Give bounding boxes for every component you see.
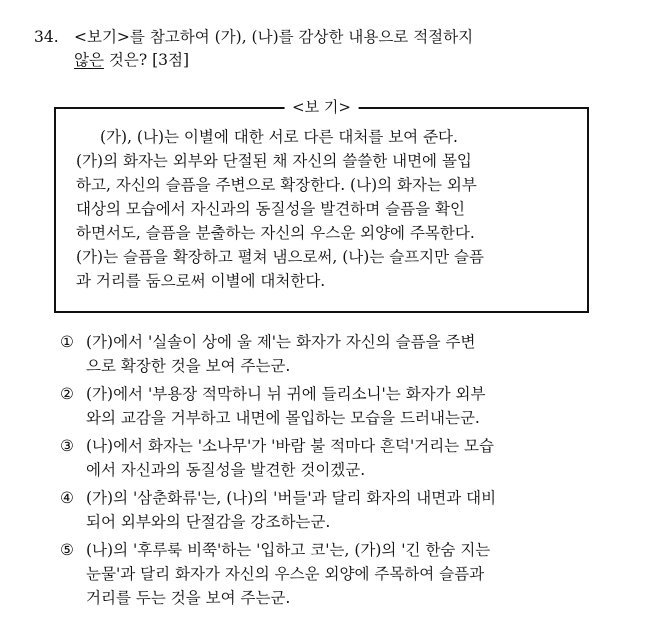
- option-text-line: 와의 교감을 거부하고 내면에 몰입하는 모습을 드러내는군.: [86, 409, 480, 427]
- bogi-text: [76, 125, 576, 293]
- answer-option-3[interactable]: [60, 434, 640, 482]
- option-text-line: 으로 확장한 것을 보여 주는군.: [86, 357, 291, 375]
- bogi-line: 과 거리를 둠으로써 이별에 대처한다.: [76, 272, 326, 290]
- question-text-rest: 것은? [3점]: [103, 51, 189, 69]
- option-text-line: (나)에서 화자는 '소나무'가 '바람 불 적마다 흔덕'거리는 모습: [86, 437, 495, 455]
- bogi-label: <보 기>: [284, 96, 359, 118]
- option-text-line: (가)의 '삼춘화류'는, (나)의 '버들'과 달리 화자의 내면과 대비: [86, 489, 497, 507]
- bogi-line: (가)는 슬픔을 확장하고 펼쳐 냄으로써, (나)는 슬프지만 슬픔: [76, 248, 484, 266]
- answer-option-5[interactable]: [60, 538, 640, 610]
- bogi-line: (가)의 화자는 외부와 단절된 채 자신의 쓸쓸한 내면에 몰입: [76, 152, 472, 170]
- option-text-line: 에서 자신과의 동질성을 발견한 것이겠군.: [86, 461, 366, 479]
- bogi-line: (가), (나)는 이별에 대한 서로 다른 대처를 보여 준다.: [100, 128, 458, 146]
- bogi-line: 하고, 자신의 슬픔을 주변으로 확장한다. (나)의 화자는 외부: [76, 176, 477, 194]
- bogi-line: 하면서도, 슬픔을 분출하는 자신의 우스운 외양에 주목한다.: [76, 224, 475, 242]
- option-text-line: (가)에서 '실솔이 상에 울 제'는 화자가 자신의 슬픔을 주변: [86, 333, 476, 351]
- option-marker: ③: [60, 437, 74, 455]
- answer-option-2[interactable]: [60, 382, 640, 430]
- question-number: 34.: [34, 28, 59, 46]
- question-text-line-2: [74, 49, 189, 72]
- answer-option-1[interactable]: [60, 330, 640, 378]
- option-marker: ⑤: [60, 541, 74, 559]
- option-text-line: (나)의 '후루룩 비쭉'하는 '입하고 코'는, (가)의 '긴 한숨 지는: [86, 541, 491, 559]
- answer-options: [60, 330, 640, 614]
- option-text-line: 거리를 두는 것을 보여 주는군.: [86, 589, 291, 607]
- option-text-line: 되어 외부와의 단절감을 강조하는군.: [86, 513, 331, 531]
- underlined-negation: 않은: [74, 51, 104, 69]
- bogi-box: [54, 98, 589, 313]
- bogi-line: 대상의 모습에서 자신과의 동질성을 발견하며 슬픔을 확인: [76, 200, 465, 218]
- option-text-line: (가)에서 '부용장 적막하니 뉘 귀에 들리소니'는 화자가 외부: [86, 385, 486, 403]
- option-marker: ④: [60, 489, 74, 507]
- option-marker: ②: [60, 385, 74, 403]
- option-marker: ①: [60, 333, 74, 351]
- question-text-line-1: <보기>를 참고하여 (가), (나)를 감상한 내용으로 적절하지: [74, 28, 474, 46]
- option-text-line: 눈물'과 달리 화자가 자신의 우스운 외양에 주목하여 슬픔과: [86, 565, 485, 583]
- answer-option-4[interactable]: [60, 486, 640, 534]
